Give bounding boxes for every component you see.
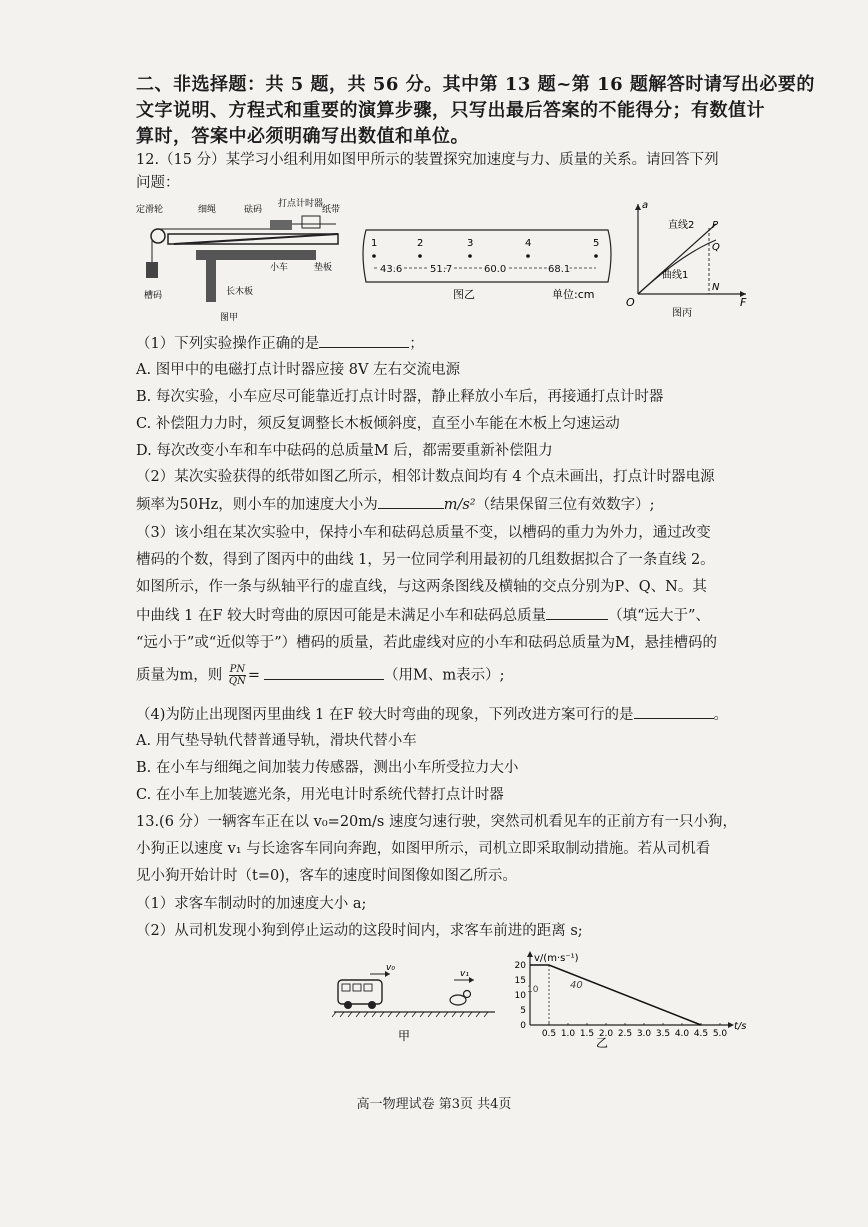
q12-option-d: D. 每次改变小车和车中砝码的总质量M 后，都需要重新补偿阻力: [136, 443, 553, 459]
figure-bus-dog: [330, 960, 500, 1050]
label-weight: 砝码: [244, 205, 263, 215]
q12-part1-text: （1）下列实验操作正确的是: [136, 336, 320, 352]
q12-part3-line4: [136, 605, 768, 626]
bus-wheel: [368, 1001, 376, 1009]
ground-hatch: [332, 1012, 488, 1017]
y-axis-arrow-icon: [635, 204, 641, 210]
q12-stem-line2: 问题：: [136, 175, 180, 191]
tape-label-4: 4: [525, 238, 532, 249]
q12-part4-option-c: C. 在小车上加装遮光条，用光电计时系统代替打点计时器: [136, 787, 504, 803]
bus-window: [364, 984, 372, 991]
label-pulley: 定滑轮: [136, 205, 164, 215]
vt-x-tick-label: 4.5: [693, 1029, 709, 1039]
q12-part3-line6: [136, 664, 768, 694]
q12-part1-end: ；: [409, 336, 424, 352]
figure-tape: [358, 222, 616, 312]
vt-note-1: 10: [527, 985, 539, 995]
answer-blank[interactable]: [546, 605, 608, 620]
q13-stem-line2: 小狗正以速度 v₁ 与长途客车同向奔跑，如图甲所示，司机立即采取制动措施。若从司机看: [136, 841, 711, 857]
q12-part4-text: （4)为防止出现图丙里曲线 1 在F 较大时弯曲的现象，下列改进方案可行的是: [136, 707, 634, 723]
q13-sub2: （2）从司机发现小狗到停止运动的这段时间内，求客车前进的距离 s;: [136, 923, 583, 939]
label-cart: 小车: [270, 263, 289, 273]
tape-point: [372, 254, 376, 258]
page-footer: 高一物理试卷 第3页 共4页: [356, 1097, 512, 1112]
vt-y-tick-label: 0: [520, 1021, 526, 1031]
vt-y-label: v/(m·s⁻¹): [534, 953, 579, 964]
board-slope: [174, 234, 338, 244]
q12-stem-line1: 12.（15 分）某学习小组利用如图甲所示的装置探究加速度与力、质量的关系。请回答下列: [136, 152, 719, 168]
q12-part2-post: （结果保留三位有效数字）;: [475, 497, 655, 513]
point-P: P: [712, 220, 719, 231]
label-tape: 纸带: [322, 205, 341, 215]
vt-ticks: [515, 961, 728, 1039]
line2-label: 直线2: [668, 220, 695, 231]
tape-points: [372, 254, 598, 258]
q12-part3-text: 中曲线 1 在F 较大时弯曲的原因可能是未满足小车和砝码总质量: [136, 608, 547, 624]
pulley-icon: [151, 229, 165, 243]
q13-sub1: （1）求客车制动时的加速度大小 a;: [136, 896, 367, 912]
label-hook: 槽码: [144, 291, 163, 301]
label-rope: 细绳: [198, 205, 217, 215]
fig-a-caption: 图甲: [220, 313, 239, 323]
tape-point: [594, 254, 598, 258]
section-header-line2: 文字说明、方程式和重要的演算步骤，只写出最后答案的不能得分；有数值计: [136, 100, 765, 121]
q12-option-b: B. 每次实验，小车应尽可能靠近打点计时器，静止释放小车后，再接通打点计时器: [136, 389, 664, 405]
curve-1: [638, 240, 716, 294]
label-board: 长木板: [226, 287, 254, 297]
fig-bus-caption: 甲: [398, 1029, 411, 1043]
vt-x-tick-label: 2.5: [617, 1029, 633, 1039]
fraction-numerator: PN: [229, 664, 246, 675]
tape-point: [526, 254, 530, 258]
vt-x-label: t/s: [734, 1021, 747, 1032]
vt-y-tick-label: 15: [514, 976, 526, 986]
q12-part4-end: 。: [713, 707, 728, 723]
v1-label: v₁: [460, 969, 469, 979]
vt-y-arrow-icon: [527, 951, 533, 957]
q12-part2-line1: （2）某次实验获得的纸带如图乙所示，相邻计数点间均有 4 个点未画出，打点计时器电源: [136, 469, 715, 485]
section-header-line3: 算时，答案中必须明确写出数值和单位。: [136, 126, 469, 147]
q12-part2-line2: [136, 494, 768, 515]
section-header-line1: 二、非选择题：共 5 题，共 56 分。其中第 13 题~第 16 题解答时请写出必要的: [136, 74, 815, 95]
q12-part3-mass-text: 质量为m，则: [136, 667, 223, 684]
tape-label-1: 1: [371, 238, 378, 249]
answer-blank[interactable]: [378, 494, 444, 509]
label-block: 垫板: [314, 263, 333, 273]
bus-window: [353, 984, 361, 991]
tape-seg-2: 51.7: [430, 264, 453, 275]
fig-b-caption: 图乙: [453, 288, 475, 301]
point-N: N: [712, 282, 720, 293]
q12-option-c: C. 补偿阻力力时，须反复调整长木板倾斜度，直至小车能在木板上匀速运动: [136, 416, 620, 432]
vt-x-tick-label: 3.5: [655, 1029, 671, 1039]
vt-x-tick-label: 4.0: [674, 1029, 690, 1039]
tape-point: [468, 254, 472, 258]
vt-x-tick-label: 0.5: [541, 1029, 557, 1039]
figure-aF-graph: [622, 198, 757, 318]
tape-label-3: 3: [467, 238, 474, 249]
q12-part4: [136, 704, 768, 725]
q12-part2-text: 频率为50Hz，则小车的加速度大小为: [136, 497, 378, 513]
label-timer: 打点计时器: [278, 199, 324, 209]
point-Q: Q: [712, 242, 720, 253]
tape-label-5: 5: [593, 238, 600, 249]
tape-seg-3: 60.0: [484, 264, 507, 275]
fig-c-caption: 图丙: [672, 308, 692, 318]
cart-icon: [270, 220, 292, 230]
figure-apparatus: [136, 198, 346, 328]
vt-note-2: 40: [570, 980, 583, 991]
v1-arrow-head-icon: [469, 977, 474, 983]
answer-blank[interactable]: [264, 665, 384, 680]
vt-series-line: [530, 965, 701, 1025]
q12-part1: [136, 333, 768, 354]
vt-chart: [500, 950, 750, 1050]
vt-caption: 乙: [596, 1036, 609, 1050]
q12-option-a: A. 图甲中的电磁打点计时器应接 8V 左右交流电源: [136, 362, 461, 378]
tape-label-2: 2: [417, 238, 424, 249]
vt-x-tick-label: 1.0: [560, 1029, 576, 1039]
vt-x-tick-label: 1.5: [579, 1029, 595, 1039]
vt-x-tick-label: 5.0: [712, 1029, 728, 1039]
table-top: [196, 250, 316, 260]
q12-part4-option-a: A. 用气垫导轨代替普通导轨，滑块代替小车: [136, 733, 417, 749]
tape-seg-4: 68.1: [548, 264, 571, 275]
q12-part2-unit: m/s²: [443, 497, 476, 513]
vt-y-tick-label: 10: [514, 991, 526, 1001]
q12-part3-mass-post: （用M、m表示）;: [383, 667, 505, 684]
vt-x-tick-label: 2.0: [598, 1029, 614, 1039]
vt-y-tick-label: 20: [514, 961, 526, 971]
q12-part3-line5: “远小于”或“近似等于”）槽码的质量，若此虚线对应的小车和砝码总质量为M，悬挂槽码的: [136, 635, 717, 651]
q13-stem-line1: 13.(6 分）一辆客车正在以 v₀=20m/s 速度匀速行驶，突然司机看见车的正前方有一只小狗，: [136, 814, 737, 830]
q12-part3-line3: 如图所示，作一条与纵轴平行的虚直线，与这两条图线及横轴的交点分别为P、Q、N。其: [136, 579, 707, 595]
q12-part3-post: （填“远大于”、: [608, 608, 710, 624]
hook-weight-icon: [146, 262, 158, 278]
dog-icon: [450, 995, 466, 1005]
q13-stem-line3: 见小狗开始计时（t=0)，客车的速度时间图像如图乙所示。: [136, 868, 517, 884]
axis-x-label: F: [740, 296, 747, 309]
q12-part4-option-b: B. 在小车与细绳之间加装力传感器，测出小车所受拉力大小: [136, 760, 519, 776]
curve1-label: 曲线1: [662, 270, 689, 281]
q12-part3-line2: 槽码的个数，得到了图丙中的曲线 1，另一位同学利用最初的几组数据拟合了一条直线 2。: [136, 552, 715, 568]
tape-point: [418, 254, 422, 258]
axis-y-label: a: [642, 200, 649, 211]
tape-seg-1: 43.6: [380, 264, 403, 275]
v0-label: v₀: [386, 963, 395, 973]
timer-icon: [302, 216, 320, 228]
bus-window: [342, 984, 350, 991]
vt-y-tick-label: 5: [520, 1006, 526, 1016]
equals-sign: =: [247, 667, 260, 684]
origin-label: O: [626, 296, 635, 309]
bus-wheel: [344, 1001, 352, 1009]
table-leg: [206, 260, 216, 302]
answer-blank[interactable]: [634, 704, 714, 719]
answer-blank[interactable]: [319, 333, 409, 348]
fraction-denominator: QN: [228, 676, 246, 687]
vt-x-tick-label: 3.0: [636, 1029, 652, 1039]
dog-head: [464, 991, 471, 998]
fraction-PN-QN: [229, 664, 246, 687]
q12-part3-line1: （3）该小组在某次实验中，保持小车和砝码总质量不变，以槽码的重力为外力，通过改变: [136, 525, 711, 541]
fig-b-unit: 单位:cm: [552, 288, 595, 301]
